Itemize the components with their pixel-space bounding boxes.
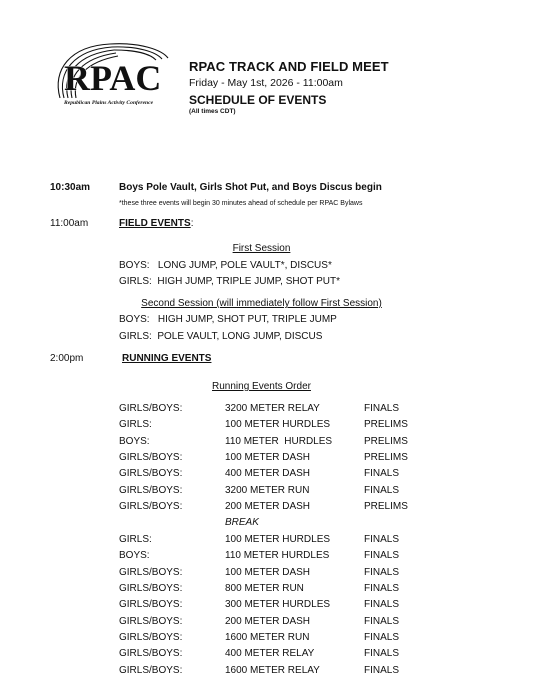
row-gender: GIRLS: [119, 419, 152, 430]
row-event: 3200 METER RUN [225, 485, 310, 496]
row-gender: GIRLS/BOYS: [119, 648, 183, 659]
row-event: 200 METER DASH [225, 501, 311, 512]
field-heading-label: FIELD EVENTS [119, 218, 191, 229]
second-session-title: Second Session (will immediately follow First Session) [141, 298, 382, 309]
second-session-girls: GIRLS: POLE VAULT, LONG JUMP, DISCUS [119, 331, 323, 342]
row-event: 110 METER HURDLES [225, 550, 330, 561]
rpac-logo [50, 40, 182, 118]
row-gender: GIRLS/BOYS: [119, 485, 183, 496]
row-gender: GIRLS/BOYS: [119, 616, 183, 627]
row-gender: GIRLS/BOYS: [119, 632, 183, 643]
early-time: 10:30am [50, 182, 91, 193]
row-gender: GIRLS/BOYS: [119, 583, 183, 594]
row-round: PRELIMS [364, 501, 408, 512]
row-event: 200 METER DASH [225, 616, 311, 627]
row-round: FINALS [364, 485, 400, 496]
row-gender: GIRLS/BOYS: [119, 403, 183, 414]
row-round: FINALS [364, 599, 400, 610]
row-event: 400 METER RELAY [225, 648, 315, 659]
row-event: 110 METER HURDLES [225, 436, 333, 447]
row-event: 300 METER HURDLES [225, 599, 331, 610]
row-gender: GIRLS/BOYS: [119, 452, 183, 463]
times-note: (All times CDT) [189, 108, 236, 115]
logo-subtitle: Republican Plains Activity Conference [64, 100, 154, 106]
row-round: PRELIMS [364, 436, 408, 447]
row-gender: GIRLS/BOYS: [119, 501, 183, 512]
field-time: 11:00am [50, 218, 89, 229]
rpac-logo-graphic [50, 40, 182, 118]
row-event: 1600 METER RELAY [225, 665, 320, 676]
running-order-title: Running Events Order [212, 381, 311, 392]
field-heading [119, 218, 193, 229]
row-round: FINALS [364, 583, 400, 594]
first-session-boys: BOYS: LONG JUMP, POLE VAULT*, DISCUS* [119, 260, 332, 271]
row-round: FINALS [364, 632, 400, 643]
early-note: *these three events will begin 30 minutes ahead of schedule per RPAC Bylaws [119, 200, 363, 207]
row-event: 3200 METER RELAY [225, 403, 320, 414]
row-round: FINALS [364, 648, 400, 659]
field-heading-colon: : [190, 218, 194, 229]
row-gender: GIRLS: [119, 534, 152, 545]
row-event: 100 METER DASH [225, 452, 311, 463]
meet-date: Friday - May 1st, 2026 - 11:00am [189, 77, 343, 89]
first-session-girls: GIRLS: HIGH JUMP, TRIPLE JUMP, SHOT PUT* [119, 276, 340, 287]
row-round: PRELIMS [364, 419, 408, 430]
first-session-title: First Session [232, 243, 291, 254]
row-round: FINALS [364, 616, 400, 627]
row-round: FINALS [364, 567, 400, 578]
row-event: 100 METER HURDLES [225, 419, 331, 430]
row-gender: BOYS: [119, 550, 150, 561]
row-round: FINALS [364, 665, 400, 676]
row-round: PRELIMS [364, 452, 408, 463]
row-event: 1600 METER RUN [225, 632, 310, 643]
early-text: Boys Pole Vault, Girls Shot Put, and Boys Discus begin [119, 182, 382, 193]
row-gender: GIRLS/BOYS: [119, 599, 183, 610]
running-heading: RUNNING EVENTS [122, 353, 212, 364]
row-event: 400 METER DASH [225, 468, 311, 479]
row-round: FINALS [364, 403, 400, 414]
running-time: 2:00pm [50, 353, 84, 364]
row-gender: BOYS: [119, 436, 150, 447]
logo-letters: RPAC [64, 58, 162, 98]
meet-title: RPAC TRACK AND FIELD MEET [189, 59, 389, 74]
row-gender: GIRLS/BOYS: [119, 567, 183, 578]
row-round: FINALS [364, 534, 400, 545]
second-session-boys: BOYS: HIGH JUMP, SHOT PUT, TRIPLE JUMP [119, 314, 337, 325]
row-round: FINALS [364, 468, 400, 479]
row-gender: GIRLS/BOYS: [119, 665, 183, 676]
schedule-heading: SCHEDULE OF EVENTS [189, 93, 327, 107]
row-round: FINALS [364, 550, 400, 561]
row-event: 100 METER HURDLES [225, 534, 331, 545]
row-event: 100 METER DASH [225, 567, 311, 578]
row-gender: GIRLS/BOYS: [119, 468, 183, 479]
row-event: 800 METER RUN [225, 583, 304, 594]
break-label: BREAK [225, 517, 259, 528]
